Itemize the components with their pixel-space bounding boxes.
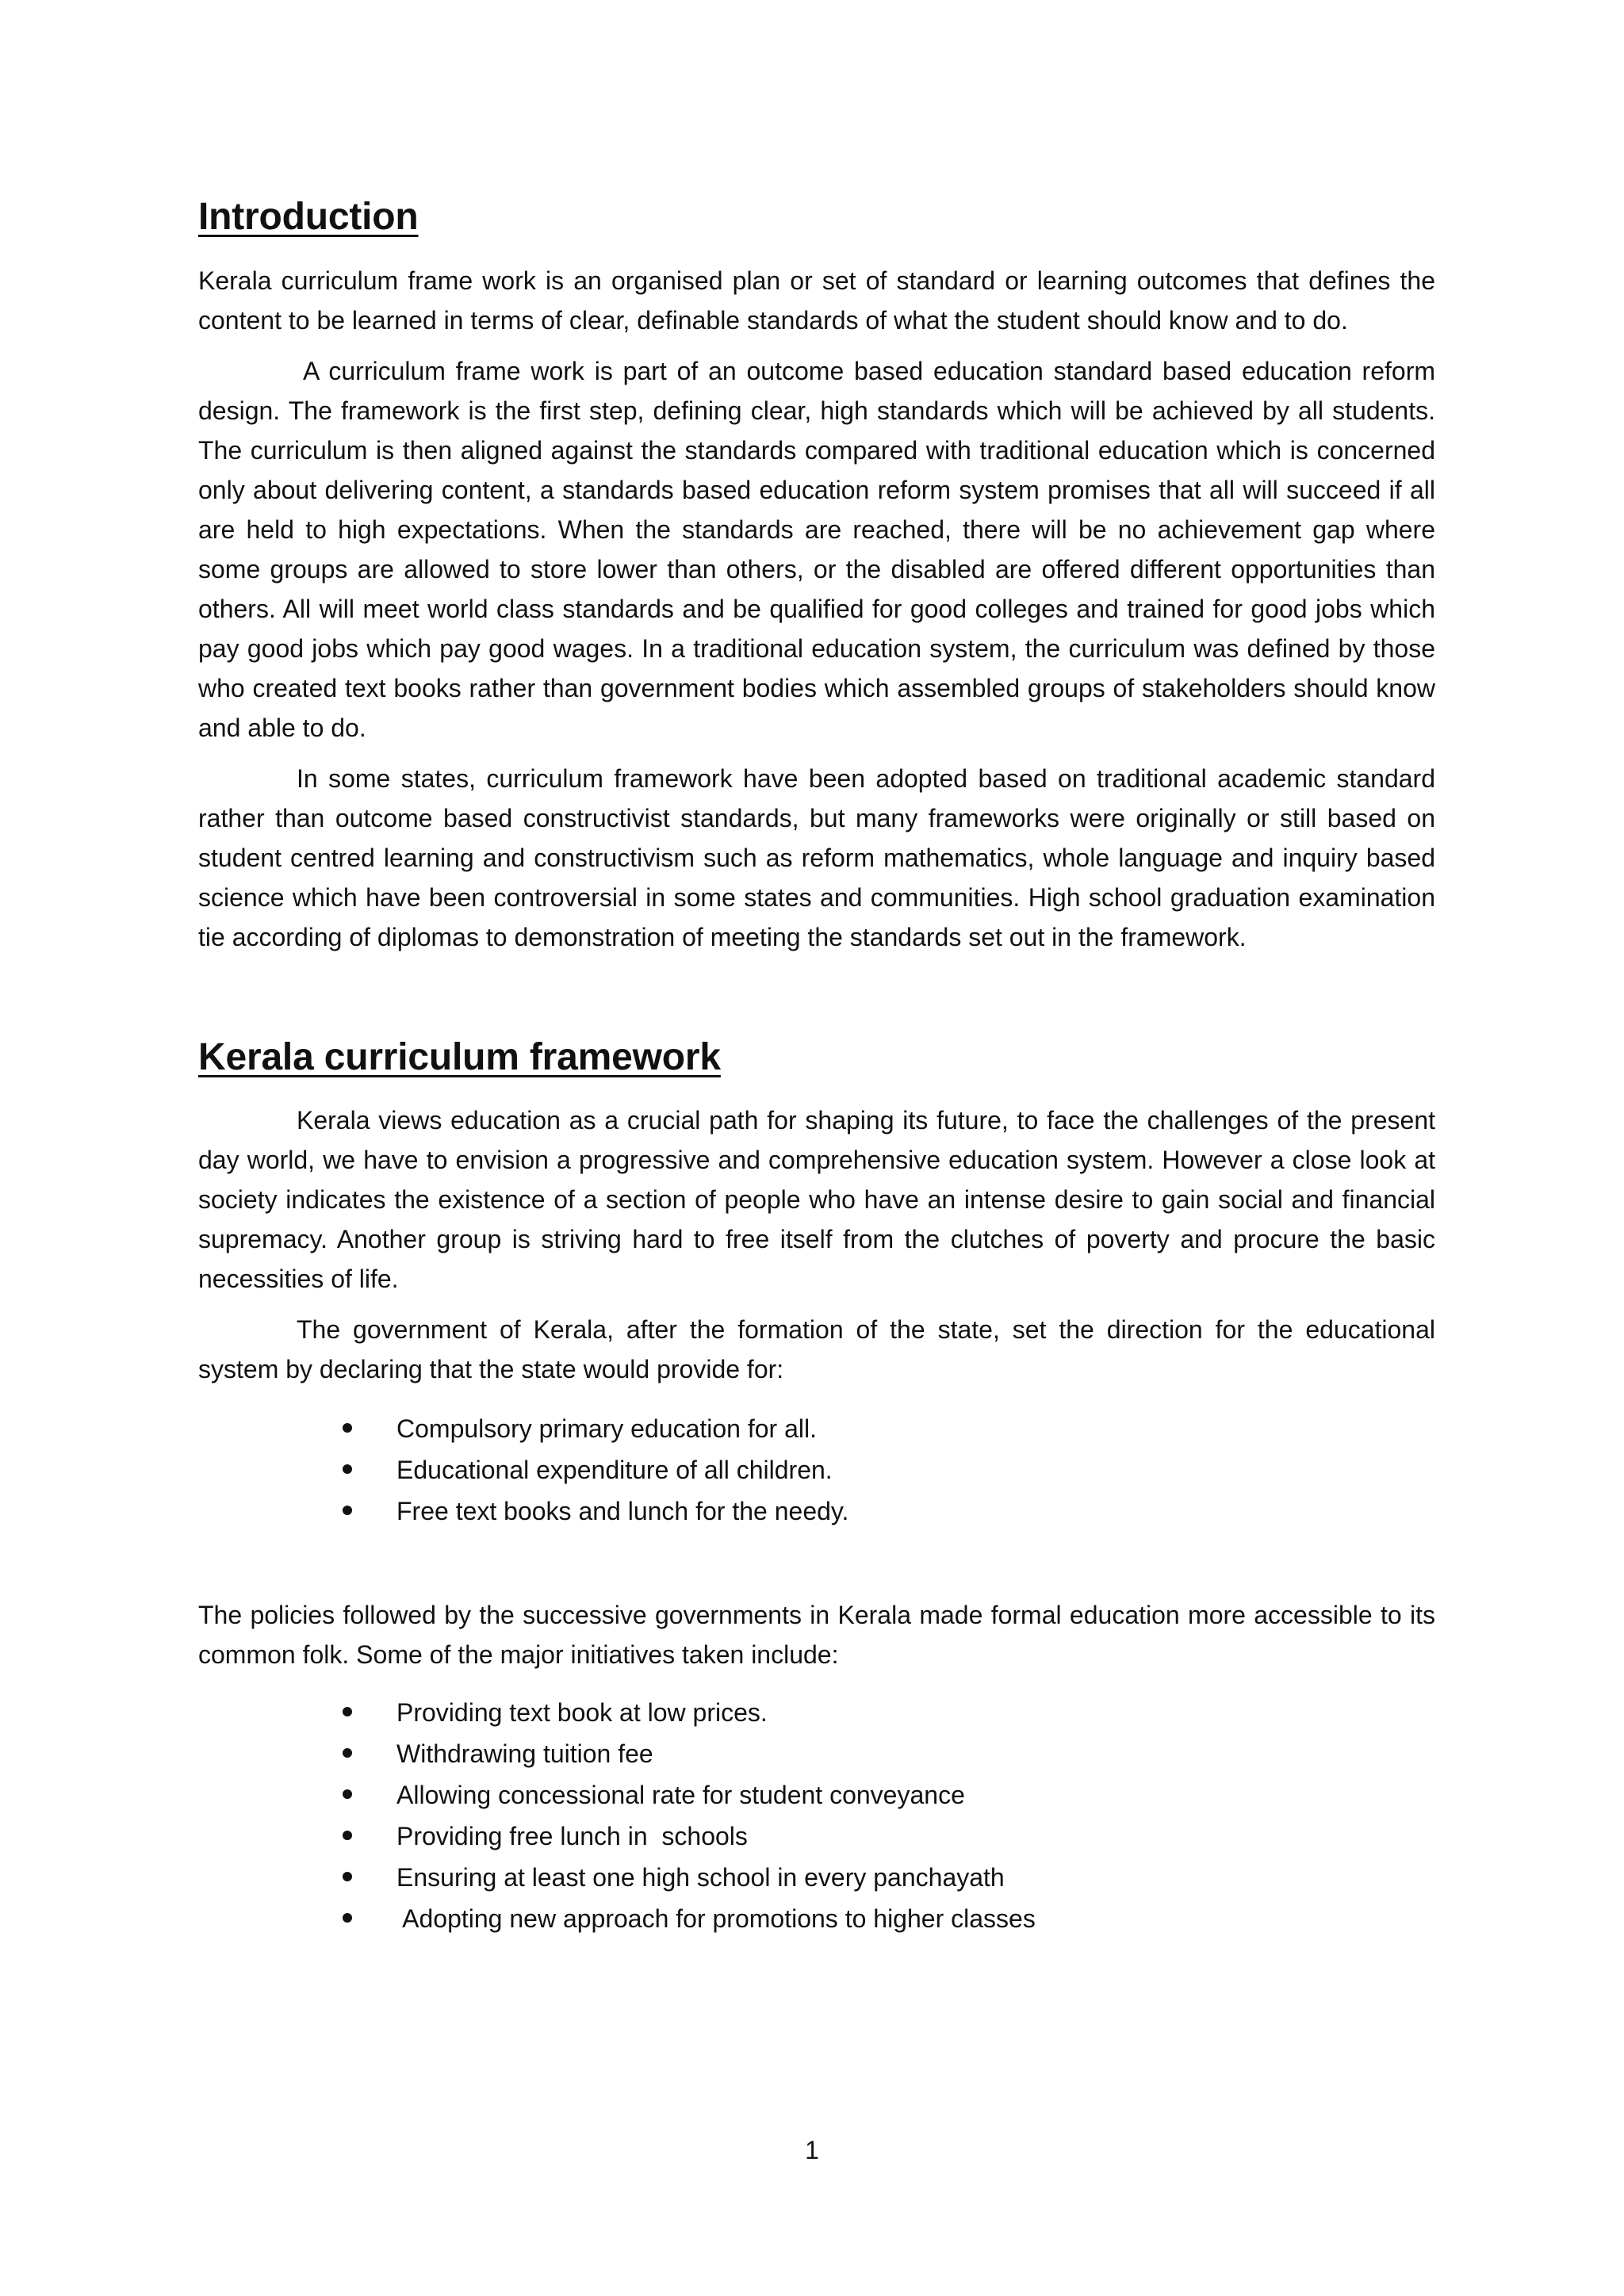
list-item-text: Free text books and lunch for the needy. xyxy=(396,1497,849,1526)
list-item xyxy=(343,1408,1435,1449)
list-item xyxy=(343,1692,1435,1733)
list-item xyxy=(343,1490,1435,1532)
intro-paragraph-3: In some states, curriculum framework have been adopted based on traditional academic standard rather than outcome based constructivist standards, but many frameworks were originally or still based on student centred learning and constructivism such as reform mathematics, whole language and inquiry based science which have been controversial in some states and communities. High school graduation examination tie according of diplomas to demonstration of meeting the standards set out in the framework. xyxy=(198,763,1435,951)
bullet-icon xyxy=(343,1423,352,1433)
kcf-paragraph-3: The policies followed by the successive governments in Kerala made formal education more accessible to its common folk. Some of the major initiatives taken include: xyxy=(198,1601,1435,1670)
provisions-list xyxy=(198,1408,1435,1532)
list-item-text: Compulsory primary education for all. xyxy=(396,1414,817,1444)
bullet-icon xyxy=(343,1464,352,1474)
kcf-paragraph-2: The government of Kerala, after the formation of the state, set the direction for the educational system by declaring that the state would provide for: xyxy=(198,1315,1435,1384)
bullet-icon xyxy=(343,1707,352,1716)
list-item-text: Withdrawing tuition fee xyxy=(396,1739,653,1769)
initiatives-list xyxy=(198,1692,1435,1939)
bullet-icon xyxy=(343,1748,352,1758)
bullet-icon xyxy=(343,1506,352,1515)
list-item-text: Providing text book at low prices. xyxy=(396,1698,768,1728)
list-item-text: Allowing concessional rate for student conveyance xyxy=(396,1781,965,1810)
bullet-icon xyxy=(343,1789,352,1799)
bullet-icon xyxy=(343,1913,352,1923)
list-item xyxy=(343,1449,1435,1490)
bullet-icon xyxy=(343,1872,352,1881)
list-item xyxy=(343,1898,1435,1939)
list-item-text: Educational expenditure of all children. xyxy=(396,1456,833,1485)
page-number: 1 xyxy=(805,2136,819,2164)
list-item-text: Adopting new approach for promotions to higher classes xyxy=(396,1904,1036,1934)
page-content xyxy=(198,194,1435,1939)
bullet-icon xyxy=(343,1831,352,1840)
list-item xyxy=(343,1733,1435,1774)
intro-paragraph-2: A curriculum frame work is part of an outcome based education standard based education reform design. The framework is the first step, defining clear, high standards which will be achieved by all students. The curriculum is then aligned against the standards compared with traditional education which is concerned only about delivering content, a standards based education reform system promises that all will succeed if all are held to high expectations. When the standards are reached, there will be no achievement gap where some groups are allowed to store lower than others, or the disabled are offered different opportunities than others. All will meet world class standards and be qualified for good colleges and trained for good jobs which pay good jobs which pay good wages. In a traditional education system, the curriculum was defined by those who created text books rather than government bodies which assembled groups of stakeholders should know and able to do. xyxy=(198,356,1435,742)
list-item-text: Ensuring at least one high school in every panchayath xyxy=(396,1863,1005,1892)
kerala-curriculum-framework-heading: Kerala curriculum framework xyxy=(198,1035,721,1078)
introduction-heading: Introduction xyxy=(198,196,419,238)
kcf-paragraph-1: Kerala views education as a crucial path for shaping its future, to face the challenges of the present day world, we have to envision a progressive and comprehensive education system. However a close look at society indicates the existence of a section of people who have an intense desire to gain social and financial supremacy. Another group is striving hard to free itself from the clutches of poverty and procure the basic necessities of life. xyxy=(198,1106,1435,1294)
list-item xyxy=(343,1816,1435,1857)
list-item xyxy=(343,1857,1435,1898)
intro-paragraph-1: Kerala curriculum frame work is an organised plan or set of standard or learning outcomes that defines the content to be learned in terms of clear, definable standards of what the student should know and to do. xyxy=(198,266,1435,335)
list-item-text: Providing free lunch in schools xyxy=(396,1822,748,1851)
list-item xyxy=(343,1774,1435,1816)
